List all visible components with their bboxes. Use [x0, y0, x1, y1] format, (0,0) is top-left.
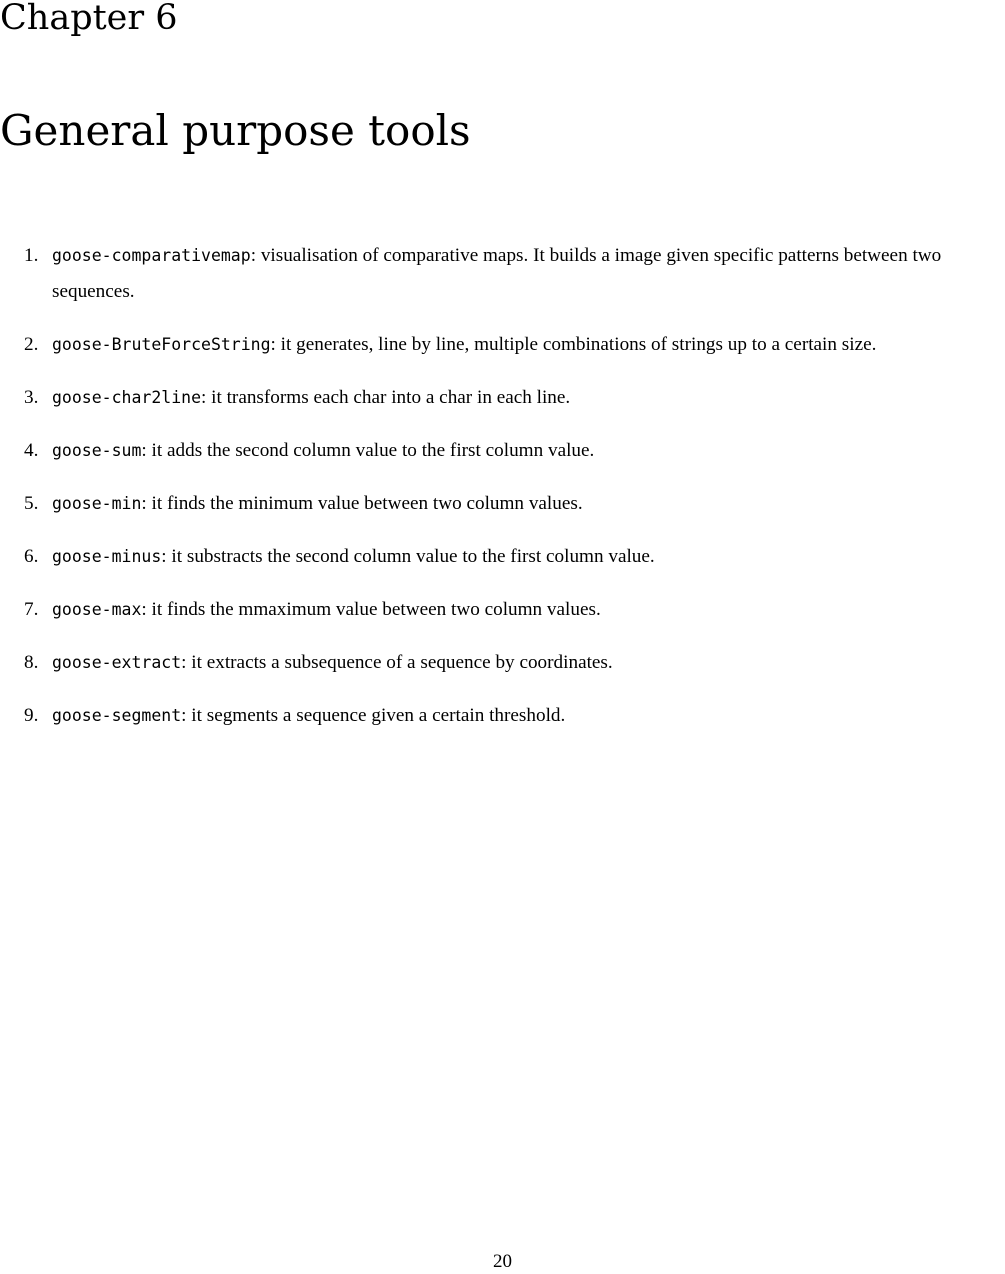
- item-number: 4.: [24, 440, 39, 461]
- tool-name: goose-BruteForceString: [52, 335, 271, 354]
- tool-name: goose-sum: [52, 441, 142, 460]
- tool-item-char2line: [0, 380, 953, 416]
- tool-item-segment: [0, 698, 953, 734]
- tool-name: goose-minus: [52, 547, 162, 566]
- chapter-title: General purpose tools: [0, 106, 471, 155]
- tool-description: : it finds the minimum value between two column values.: [141, 493, 583, 514]
- tool-description: : it finds the mmaximum value between two column values.: [141, 599, 601, 620]
- tool-item-comparativemap: [0, 238, 953, 310]
- tool-description: : it transforms each char into a char in each line.: [201, 387, 571, 408]
- tool-description: : it generates, line by line, multiple combinations of strings up to a certain size.: [270, 334, 877, 355]
- item-number: 2.: [24, 334, 39, 355]
- tool-item-extract: [0, 645, 953, 681]
- tool-description: : visualisation of comparative maps. It builds a image given specific patterns between two sequences.: [52, 245, 942, 302]
- tool-name: goose-char2line: [52, 388, 202, 407]
- tool-name: goose-min: [52, 494, 142, 513]
- tool-description: : it adds the second column value to the first column value.: [141, 440, 595, 461]
- tool-name: goose-extract: [52, 653, 182, 672]
- item-number: 6.: [24, 546, 39, 567]
- tool-item-minus: [0, 539, 953, 575]
- item-number: 3.: [24, 387, 39, 408]
- chapter-label: Chapter 6: [0, 0, 178, 38]
- item-number: 1.: [24, 245, 39, 266]
- tool-name: goose-comparativemap: [52, 246, 251, 265]
- tool-name: goose-max: [52, 600, 142, 619]
- tool-item-bruteforcestring: [0, 327, 953, 363]
- tool-item-min: [0, 486, 953, 522]
- page-number: 20: [493, 1251, 512, 1272]
- tool-item-max: [0, 592, 953, 628]
- item-number: 5.: [24, 493, 39, 514]
- tool-description: : it segments a sequence given a certain threshold.: [181, 705, 566, 726]
- tool-list: [0, 238, 1005, 751]
- tool-description: : it substracts the second column value to the first column value.: [161, 546, 655, 567]
- tool-description: : it extracts a subsequence of a sequence by coordinates.: [181, 652, 613, 673]
- item-number: 9.: [24, 705, 39, 726]
- item-number: 8.: [24, 652, 39, 673]
- item-number: 7.: [24, 599, 39, 620]
- tool-name: goose-segment: [52, 706, 182, 725]
- tool-item-sum: [0, 433, 953, 469]
